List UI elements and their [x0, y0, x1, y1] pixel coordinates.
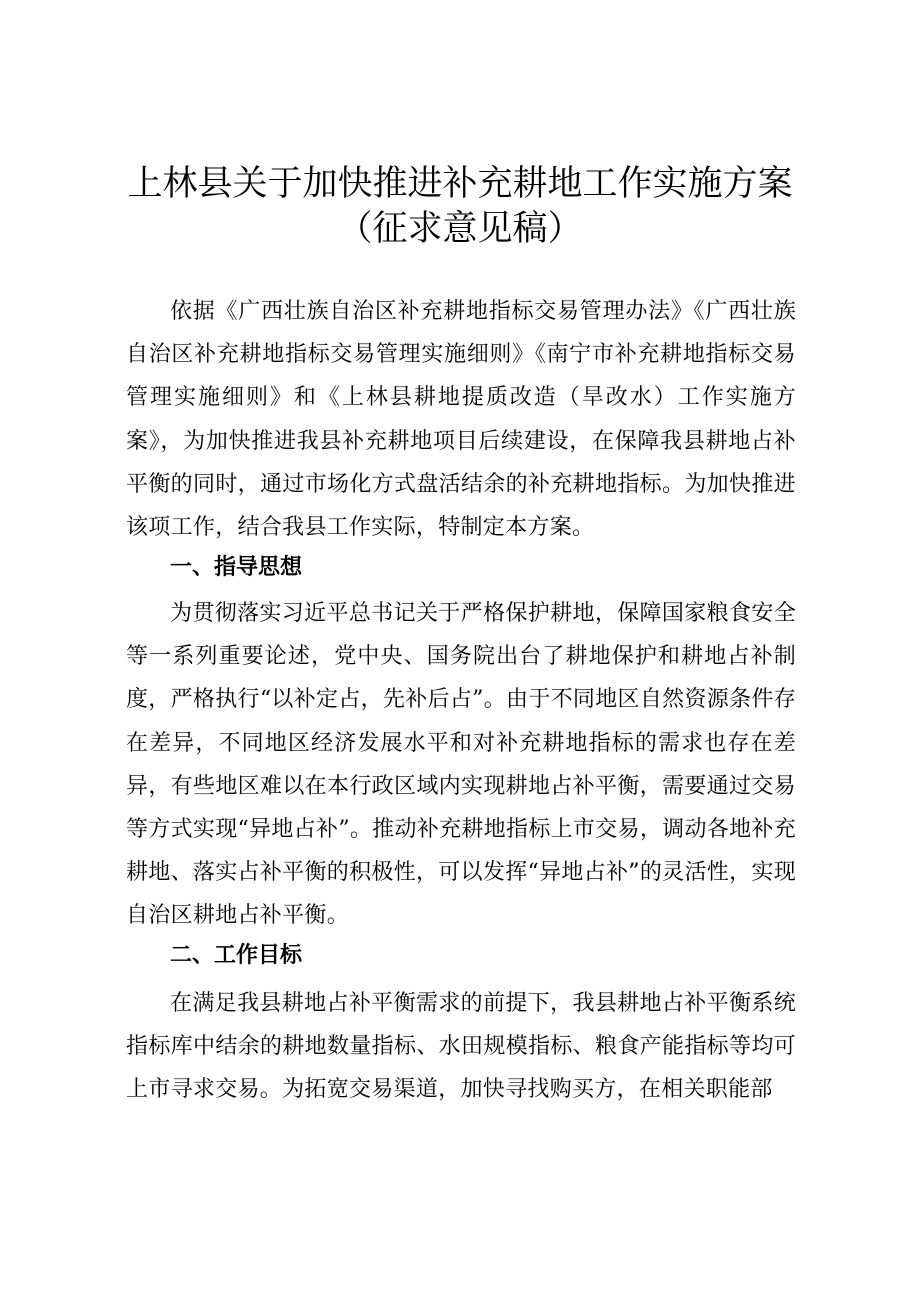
section-heading-work-goals: 二、工作目标: [170, 943, 303, 968]
document-subtitle: （征求意见稿）: [337, 209, 583, 249]
document-title: 上林县关于加快推进补充耕地工作实施方案: [127, 164, 793, 204]
section-paragraph-work-goals: 在满足我县耕地占补平衡需求的前提下，我县耕地占补平衡系统指标库中结余的耕地数量指标、水田规模指标、粮食产能指标等均可上市寻求交易。为拓宽交易渠道，加快寻找购买方，在相关职能部: [126, 991, 796, 1103]
section-heading-guiding-ideology: 一、指导思想: [170, 555, 303, 580]
section-paragraph-guiding-ideology: 为贯彻落实习近平总书记关于严格保护耕地，保障国家粮食安全等一系列重要论述，党中央、国务院出台了耕地保护和耕地占补制度，严格执行“以补定占，先补后占”。由于不同地区自然资源条件存在差异，不同地区经济发展水平和对补充耕地指标的需求也存在差异，有些地区难以在本行政区域内实现耕地占补平衡，需要通过交易等方式实现“异地占补”。推动补充耕地指标上市交易，调动各地补充耕地、落实占补平衡的积极性，可以发挥“异地占补”的灵活性，实现自治区耕地占补平衡。: [126, 601, 796, 929]
intro-paragraph: 依据《广西壮族自治区补充耕地指标交易管理办法》《广西壮族自治区补充耕地指标交易管理实施细则》《南宁市补充耕地指标交易管理实施细则》和《上林县耕地提质改造（旱改水）工作实施方案》，为加快推进我县补充耕地项目后续建设，在保障我县耕地占补平衡的同时，通过市场化方式盘活结余的补充耕地指标。为加快推进该项工作，结合我县工作实际，特制定本方案。: [126, 299, 796, 541]
